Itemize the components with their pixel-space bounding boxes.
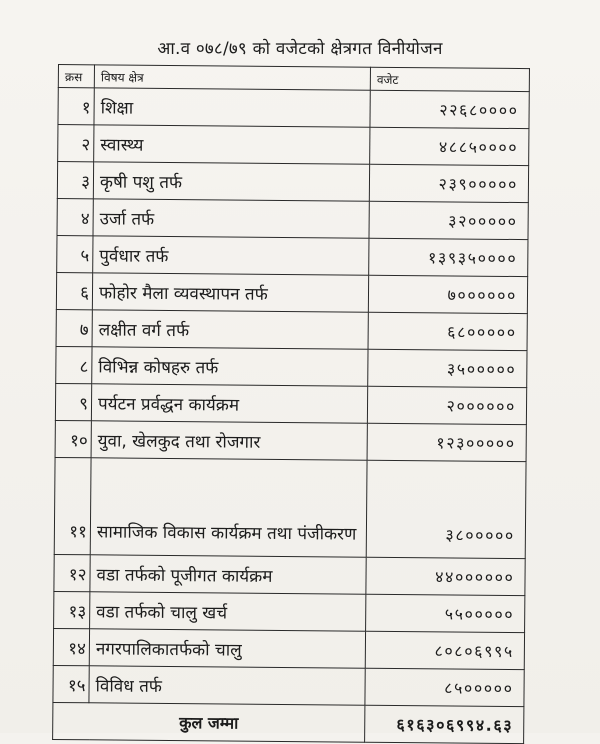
- row-amount: ३५०००००: [368, 349, 527, 387]
- header-budget: वजेट: [370, 67, 529, 91]
- table-row: [53, 665, 524, 706]
- row-subject: सामाजिक विकास कार्यक्रम तथा पंजीकरण: [90, 458, 367, 557]
- budget-table: [52, 64, 530, 744]
- row-amount: २००००००: [367, 386, 526, 424]
- row-sn: १०: [55, 420, 91, 457]
- row-subject: विविध तर्फ: [89, 666, 365, 705]
- row-subject: नगरपालिकातर्फको चालु: [89, 629, 365, 668]
- table-row: [58, 88, 529, 129]
- row-sn: ४: [57, 198, 93, 235]
- row-amount: ३८०००००: [366, 460, 526, 558]
- table-row: [55, 420, 526, 461]
- row-subject: फोहोर मैला व्यवस्थापन तर्फ: [92, 273, 368, 312]
- total-row: [53, 702, 524, 743]
- row-amount: ६८०००००: [368, 312, 527, 350]
- row-sn: ५: [57, 235, 93, 272]
- row-amount: ५५०००००: [366, 594, 525, 632]
- row-amount: ८०८०६९९५: [365, 631, 524, 669]
- row-sn: १२: [54, 554, 90, 591]
- total-label: कुल जम्मा: [53, 702, 365, 742]
- document-title: आ.व ०७८/७९ को वजेटको क्षेत्रगत विनीयोजन: [157, 39, 443, 59]
- row-amount: १३९३५००००: [369, 238, 528, 276]
- row-sn: ९: [55, 383, 91, 420]
- row-amount: २३९०००००: [369, 164, 528, 202]
- row-amount: ४८८५००००: [370, 127, 529, 165]
- row-sn: १४: [53, 628, 89, 665]
- row-subject: वडा तर्फको चालु खर्च: [90, 592, 366, 631]
- table-row: [54, 591, 525, 632]
- row-amount: ७००००००: [368, 275, 527, 313]
- table-row: [54, 554, 525, 595]
- row-subject: स्वास्थ्य: [94, 125, 370, 164]
- table-row: [58, 125, 529, 166]
- row-sn: १: [58, 88, 94, 125]
- row-subject: उर्जा तर्फ: [93, 199, 369, 238]
- row-subject: लक्षीत वर्ग तर्फ: [92, 310, 368, 349]
- table-row: [57, 162, 528, 203]
- row-subject: पुर्वधार तर्फ: [93, 236, 369, 275]
- row-amount: ४४००००००: [366, 557, 525, 595]
- table-row: [57, 198, 528, 239]
- row-sn: १३: [54, 591, 90, 628]
- row-amount: ३२०००००: [369, 201, 528, 239]
- row-subject: युवा, खेलकुद तथा रोजगार: [91, 421, 367, 460]
- row-amount: ८५०००००: [365, 668, 524, 706]
- row-sn: ३: [57, 162, 93, 199]
- row-sn: ७: [56, 309, 92, 346]
- row-subject: वडा तर्फको पूजीगत कार्यक्रम: [90, 555, 366, 594]
- row-subject: शिक्षा: [94, 88, 370, 127]
- table-row: [53, 628, 524, 669]
- row-subject: कृषी पशु तर्फ: [93, 162, 369, 201]
- table-body: [53, 88, 529, 707]
- row-sn: ६: [56, 272, 92, 309]
- table-row: [54, 457, 526, 558]
- row-sn: ११: [54, 457, 91, 554]
- header-subject: विषय क्षेत्र: [94, 65, 370, 90]
- table-row: [56, 346, 527, 387]
- row-subject: पर्यटन प्रर्वद्धन कार्यक्रम: [91, 384, 367, 423]
- row-subject: विभिन्न कोषहरु तर्फ: [92, 347, 368, 386]
- total-amount: ६१६३०६९९४.६३: [365, 705, 524, 743]
- table-row: [56, 309, 527, 350]
- row-sn: ८: [56, 346, 92, 383]
- header-sn: क्रस: [58, 65, 94, 88]
- table-row: [55, 383, 526, 424]
- table-row: [56, 272, 527, 313]
- row-amount: १२३०००००: [367, 423, 526, 461]
- row-amount: २२६८००००: [370, 90, 529, 128]
- row-sn: १५: [53, 665, 89, 702]
- row-sn: २: [58, 125, 94, 162]
- table-row: [57, 235, 528, 276]
